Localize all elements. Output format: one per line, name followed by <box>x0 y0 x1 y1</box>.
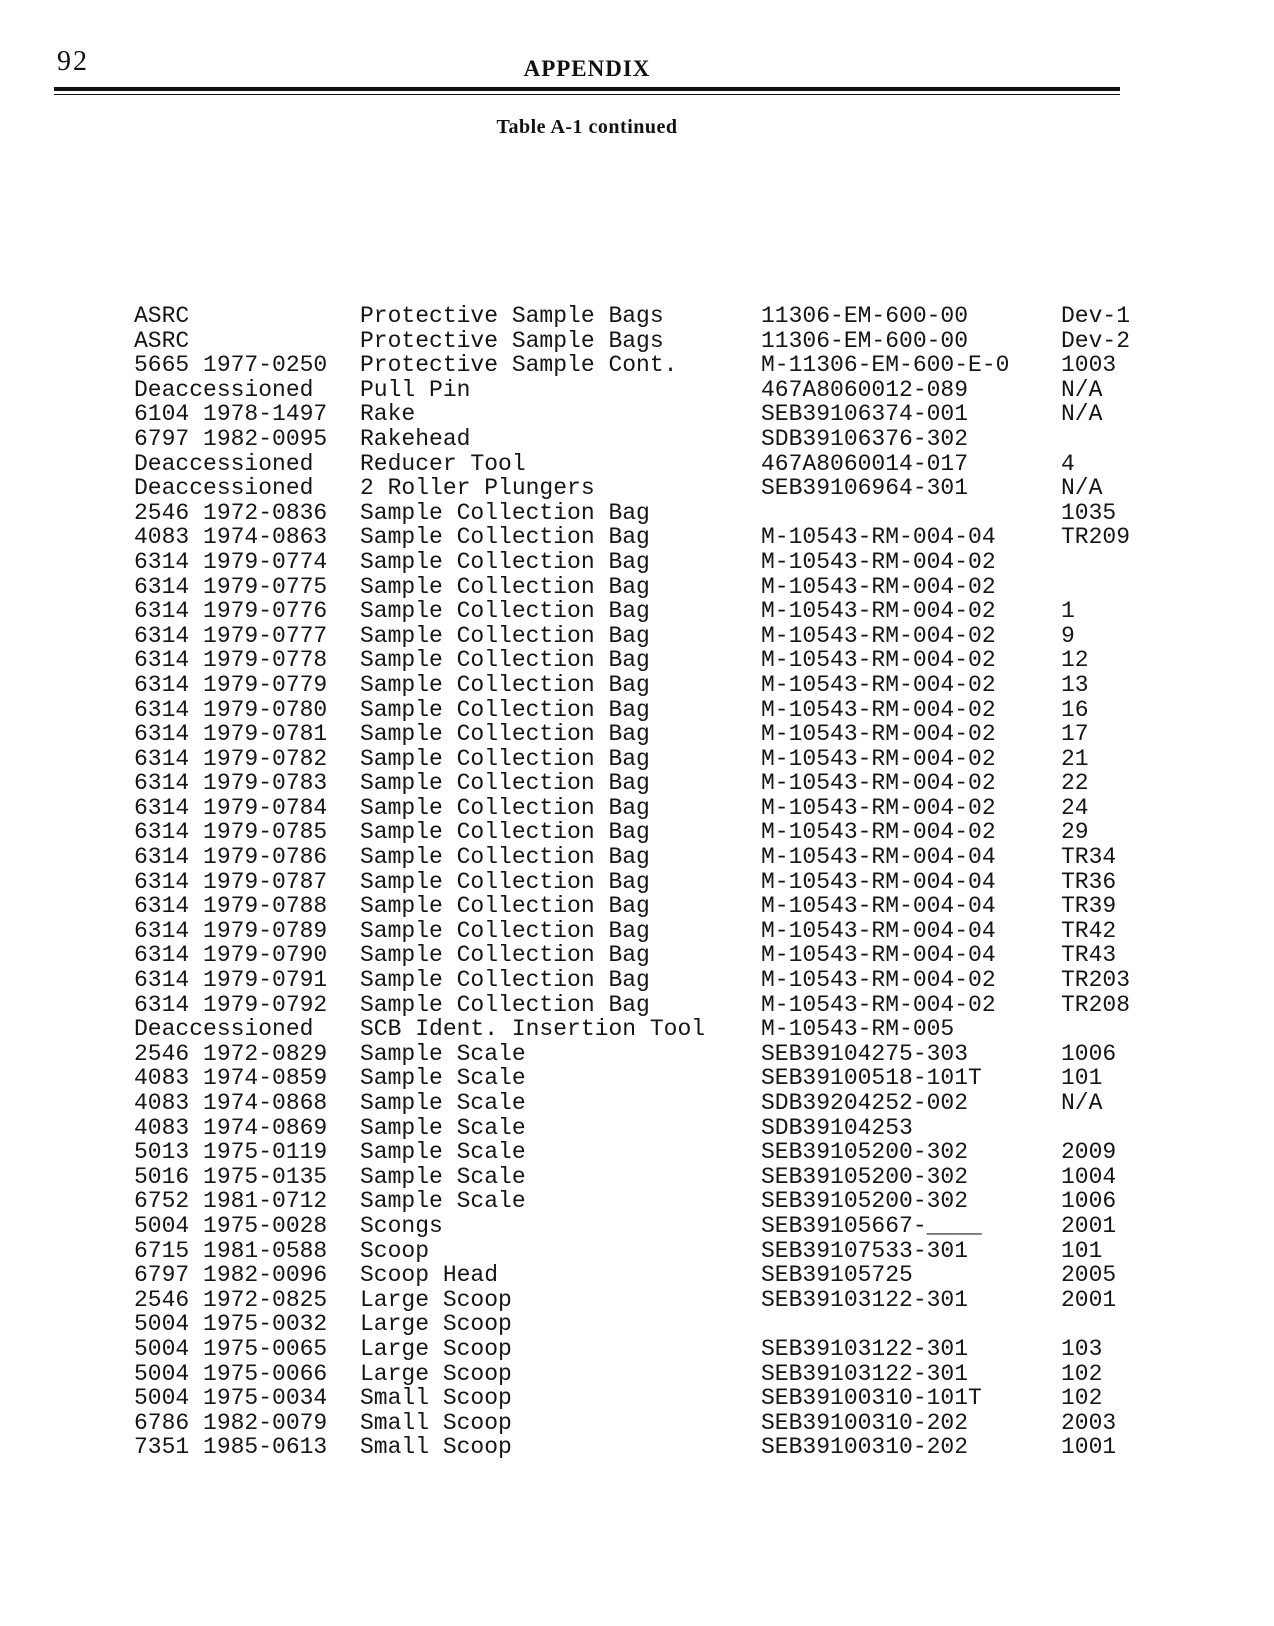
description-cell: Large Scoop <box>360 1311 512 1338</box>
description-cell: Scoop Head <box>360 1262 499 1289</box>
part-number-cell: M-10543-RM-004-02 <box>761 622 996 649</box>
serial-cell: 101 <box>1061 1065 1103 1092</box>
accession-cell: 2546 1972-0825 <box>134 1286 328 1313</box>
part-number-cell: SEB39100518-101T <box>761 1065 982 1092</box>
description-cell: Sample Scale <box>360 1114 526 1141</box>
part-number-cell: M-10543-RM-004-02 <box>761 967 996 994</box>
part-number-cell: M-10543-RM-004-02 <box>761 991 996 1018</box>
description-cell: Sample Collection Bag <box>360 598 650 625</box>
accession-cell: 7351 1985-0613 <box>134 1434 328 1461</box>
part-number-cell: SEB39105200-302 <box>761 1163 969 1190</box>
description-cell: Pull Pin <box>360 376 471 403</box>
accession-cell: 6314 1979-0781 <box>134 721 328 748</box>
serial-cell: N/A <box>1061 475 1103 502</box>
part-number-cell: SEB39103122-301 <box>761 1335 969 1362</box>
accession-cell: 6314 1979-0775 <box>134 573 328 600</box>
description-cell: Scongs <box>360 1212 443 1239</box>
description-cell: Sample Collection Bag <box>360 893 650 920</box>
accession-cell: Deaccessioned <box>134 1016 314 1043</box>
table-caption: Table A-1 continued <box>496 116 678 138</box>
accession-cell: 6314 1979-0786 <box>134 844 328 871</box>
serial-cell: Dev-1 <box>1061 303 1131 329</box>
part-number-cell: 11306-EM-600-00 <box>761 303 969 329</box>
accession-cell: ASRC <box>134 327 190 354</box>
part-number-cell: SEB39103122-301 <box>761 1360 969 1387</box>
serial-cell: 22 <box>1061 770 1089 797</box>
serial-cell: 1004 <box>1061 1163 1117 1190</box>
part-number-cell: M-10543-RM-004-04 <box>761 868 996 895</box>
accession-cell: 6715 1981-0588 <box>134 1237 328 1264</box>
page-header: APPENDIX <box>523 56 651 81</box>
serial-cell: 21 <box>1061 745 1089 772</box>
accession-cell: 6797 1982-0096 <box>134 1262 328 1289</box>
part-number-cell: SEB39105200-302 <box>761 1139 969 1166</box>
part-number-cell: M-10543-RM-004-04 <box>761 844 996 871</box>
accession-cell: 6752 1981-0712 <box>134 1188 328 1215</box>
description-cell: Sample Collection Bag <box>360 696 650 723</box>
description-cell: Sample Collection Bag <box>360 844 650 871</box>
description-cell: Sample Scale <box>360 1065 526 1092</box>
accession-cell: 6314 1979-0789 <box>134 917 328 944</box>
page-number: 92 <box>57 46 89 77</box>
description-cell: Large Scoop <box>360 1335 512 1362</box>
serial-cell: N/A <box>1061 401 1103 428</box>
description-cell: Protective Sample Cont. <box>360 352 678 379</box>
description-cell: Sample Scale <box>360 1188 526 1215</box>
serial-cell: 13 <box>1061 671 1089 698</box>
accession-cell: 5013 1975-0119 <box>134 1139 328 1166</box>
part-number-cell: SEB39104275-303 <box>761 1040 969 1067</box>
description-cell: Large Scoop <box>360 1286 512 1313</box>
part-number-cell: M-10543-RM-004-02 <box>761 647 996 674</box>
description-cell: Large Scoop <box>360 1360 512 1387</box>
part-number-cell: 467A8060012-089 <box>761 376 969 403</box>
serial-cell: 2001 <box>1061 1212 1117 1239</box>
part-number-cell: SDB39106376-302 <box>761 425 969 452</box>
accession-cell: 2546 1972-0829 <box>134 1040 328 1067</box>
serial-cell: TR208 <box>1061 991 1131 1018</box>
serial-cell: 16 <box>1061 696 1089 723</box>
serial-cell: TR34 <box>1061 844 1117 871</box>
description-cell: Sample Collection Bag <box>360 721 650 748</box>
description-cell: Sample Collection Bag <box>360 499 650 526</box>
accession-cell: 6797 1982-0095 <box>134 425 328 452</box>
serial-cell: 1001 <box>1061 1434 1117 1461</box>
part-number-cell: M-11306-EM-600-E-0 <box>761 352 1010 379</box>
accession-cell: 6314 1979-0785 <box>134 819 328 846</box>
part-number-cell: SEB39103122-301 <box>761 1286 969 1313</box>
serial-cell: N/A <box>1061 376 1103 403</box>
accession-cell: 6314 1979-0776 <box>134 598 328 625</box>
description-cell: Sample Collection Bag <box>360 917 650 944</box>
description-cell: Sample Collection Bag <box>360 868 650 895</box>
part-number-cell: SEB39106964-301 <box>761 475 969 502</box>
part-number-cell: SEB39105667-____ <box>761 1212 982 1239</box>
serial-cell: 2001 <box>1061 1286 1117 1313</box>
part-number-cell: M-10543-RM-005 <box>761 1016 955 1043</box>
accession-cell: 5665 1977-0250 <box>134 352 328 379</box>
serial-cell: 103 <box>1061 1335 1103 1362</box>
serial-cell: 24 <box>1061 794 1089 821</box>
serial-cell: 102 <box>1061 1385 1103 1412</box>
serial-cell: Dev-2 <box>1061 327 1131 354</box>
part-number-cell: 11306-EM-600-00 <box>761 327 969 354</box>
serial-cell: 1006 <box>1061 1188 1117 1215</box>
accession-cell: 6314 1979-0790 <box>134 942 328 969</box>
accession-cell: 5004 1975-0032 <box>134 1311 328 1338</box>
description-cell: Sample Collection Bag <box>360 671 650 698</box>
accession-cell: 6314 1979-0792 <box>134 991 328 1018</box>
serial-cell: 2009 <box>1061 1139 1117 1166</box>
accession-cell: 6314 1979-0779 <box>134 671 328 698</box>
part-number-cell: M-10543-RM-004-04 <box>761 917 996 944</box>
serial-cell: 9 <box>1061 622 1075 649</box>
description-cell: Sample Scale <box>360 1139 526 1166</box>
accession-cell: 6314 1979-0788 <box>134 893 328 920</box>
accession-cell: 2546 1972-0836 <box>134 499 328 526</box>
accession-cell: 6314 1979-0782 <box>134 745 328 772</box>
part-number-cell: M-10543-RM-004-02 <box>761 696 996 723</box>
accession-cell: 4083 1974-0863 <box>134 524 328 551</box>
part-number-cell: M-10543-RM-004-02 <box>761 794 996 821</box>
part-number-cell: M-10543-RM-004-04 <box>761 524 996 551</box>
part-number-cell: M-10543-RM-004-02 <box>761 671 996 698</box>
accession-cell: 6314 1979-0784 <box>134 794 328 821</box>
accession-cell: 6314 1979-0780 <box>134 696 328 723</box>
description-cell: Scoop <box>360 1237 430 1264</box>
description-cell: Sample Collection Bag <box>360 967 650 994</box>
serial-cell: 12 <box>1061 647 1089 674</box>
accession-cell: 6314 1979-0783 <box>134 770 328 797</box>
description-cell: Sample Collection Bag <box>360 647 650 674</box>
accession-cell: 6314 1979-0791 <box>134 967 328 994</box>
part-number-cell: SEB39100310-202 <box>761 1409 969 1436</box>
accession-cell: 6314 1979-0778 <box>134 647 328 674</box>
accession-cell: ASRC <box>134 303 190 329</box>
description-cell: Small Scoop <box>360 1434 512 1461</box>
accession-cell: 5004 1975-0034 <box>134 1385 328 1412</box>
serial-cell: TR39 <box>1061 893 1117 920</box>
description-cell: SCB Ident. Insertion Tool <box>360 1016 706 1043</box>
description-cell: Sample Scale <box>360 1163 526 1190</box>
serial-cell: 102 <box>1061 1360 1103 1387</box>
serial-cell: 2003 <box>1061 1409 1117 1436</box>
serial-cell: 101 <box>1061 1237 1103 1264</box>
description-cell: Small Scoop <box>360 1409 512 1436</box>
serial-cell: TR203 <box>1061 967 1131 994</box>
description-cell: Sample Collection Bag <box>360 942 650 969</box>
description-cell: Rakehead <box>360 425 471 452</box>
serial-cell: 2005 <box>1061 1262 1117 1289</box>
description-cell: Sample Collection Bag <box>360 991 650 1018</box>
accession-cell: 4083 1974-0868 <box>134 1090 328 1116</box>
part-number-cell: M-10543-RM-004-02 <box>761 819 996 846</box>
part-number-cell: M-10543-RM-004-04 <box>761 893 996 920</box>
part-number-cell: M-10543-RM-004-02 <box>761 573 996 600</box>
part-number-cell: 467A8060014-017 <box>761 450 969 477</box>
accession-cell: 6104 1978-1497 <box>134 401 328 428</box>
description-cell: Sample Scale <box>360 1090 526 1116</box>
accession-cell: 6314 1979-0787 <box>134 868 328 895</box>
accession-cell: 5016 1975-0135 <box>134 1163 328 1190</box>
part-number-cell: SDB39104253 <box>761 1114 913 1141</box>
part-number-cell: SEB39105725 <box>761 1262 913 1289</box>
description-cell: Sample Collection Bag <box>360 770 650 797</box>
description-cell: Sample Collection Bag <box>360 794 650 821</box>
description-cell: Sample Collection Bag <box>360 524 650 551</box>
serial-cell: 17 <box>1061 721 1089 748</box>
accession-cell: 5004 1975-0028 <box>134 1212 328 1239</box>
part-number-cell: SDB39204252-002 <box>761 1090 969 1116</box>
header-rule <box>54 87 1120 95</box>
part-number-cell: M-10543-RM-004-02 <box>761 548 996 575</box>
description-cell: Sample Collection Bag <box>360 573 650 600</box>
accession-cell: Deaccessioned <box>134 450 314 477</box>
accession-cell: Deaccessioned <box>134 475 314 502</box>
accession-cell: 5004 1975-0065 <box>134 1335 328 1362</box>
serial-cell: N/A <box>1061 1090 1103 1116</box>
accession-cell: 6314 1979-0777 <box>134 622 328 649</box>
serial-cell: TR209 <box>1061 524 1131 551</box>
description-cell: Sample Collection Bag <box>360 745 650 772</box>
accession-cell: 5004 1975-0066 <box>134 1360 328 1387</box>
description-cell: Protective Sample Bags <box>360 303 664 329</box>
description-cell: Sample Collection Bag <box>360 819 650 846</box>
part-number-cell: M-10543-RM-004-02 <box>761 770 996 797</box>
description-cell: Rake <box>360 401 416 428</box>
accession-cell: 6314 1979-0774 <box>134 548 328 575</box>
description-cell: Small Scoop <box>360 1385 512 1412</box>
description-cell: 2 Roller Plungers <box>360 475 595 502</box>
serial-cell: 29 <box>1061 819 1089 846</box>
serial-cell: TR36 <box>1061 868 1117 895</box>
part-number-cell: SEB39106374-001 <box>761 401 969 428</box>
part-number-cell: M-10543-RM-004-02 <box>761 721 996 748</box>
accession-cell: 4083 1974-0869 <box>134 1114 328 1141</box>
part-number-cell: SEB39107533-301 <box>761 1237 969 1264</box>
serial-cell: 1006 <box>1061 1040 1117 1067</box>
serial-cell: TR42 <box>1061 917 1117 944</box>
description-cell: Sample Collection Bag <box>360 622 650 649</box>
serial-cell: 1 <box>1061 598 1075 625</box>
part-number-cell: SEB39100310-101T <box>761 1385 982 1412</box>
serial-cell: 1035 <box>1061 499 1117 526</box>
description-cell: Sample Collection Bag <box>360 548 650 575</box>
part-number-cell: M-10543-RM-004-04 <box>761 942 996 969</box>
part-number-cell: M-10543-RM-004-02 <box>761 745 996 772</box>
accession-cell: Deaccessioned <box>134 376 314 403</box>
serial-cell: TR43 <box>1061 942 1117 969</box>
part-number-cell: M-10543-RM-004-02 <box>761 598 996 625</box>
description-cell: Reducer Tool <box>360 450 526 477</box>
part-number-cell: SEB39105200-302 <box>761 1188 969 1215</box>
description-cell: Protective Sample Bags <box>360 327 664 354</box>
accession-cell: 6786 1982-0079 <box>134 1409 328 1436</box>
description-cell: Sample Scale <box>360 1040 526 1067</box>
serial-cell: 1003 <box>1061 352 1117 379</box>
accession-cell: 4083 1974-0859 <box>134 1065 328 1092</box>
part-number-cell: SEB39100310-202 <box>761 1434 969 1461</box>
serial-cell: 4 <box>1061 450 1075 477</box>
